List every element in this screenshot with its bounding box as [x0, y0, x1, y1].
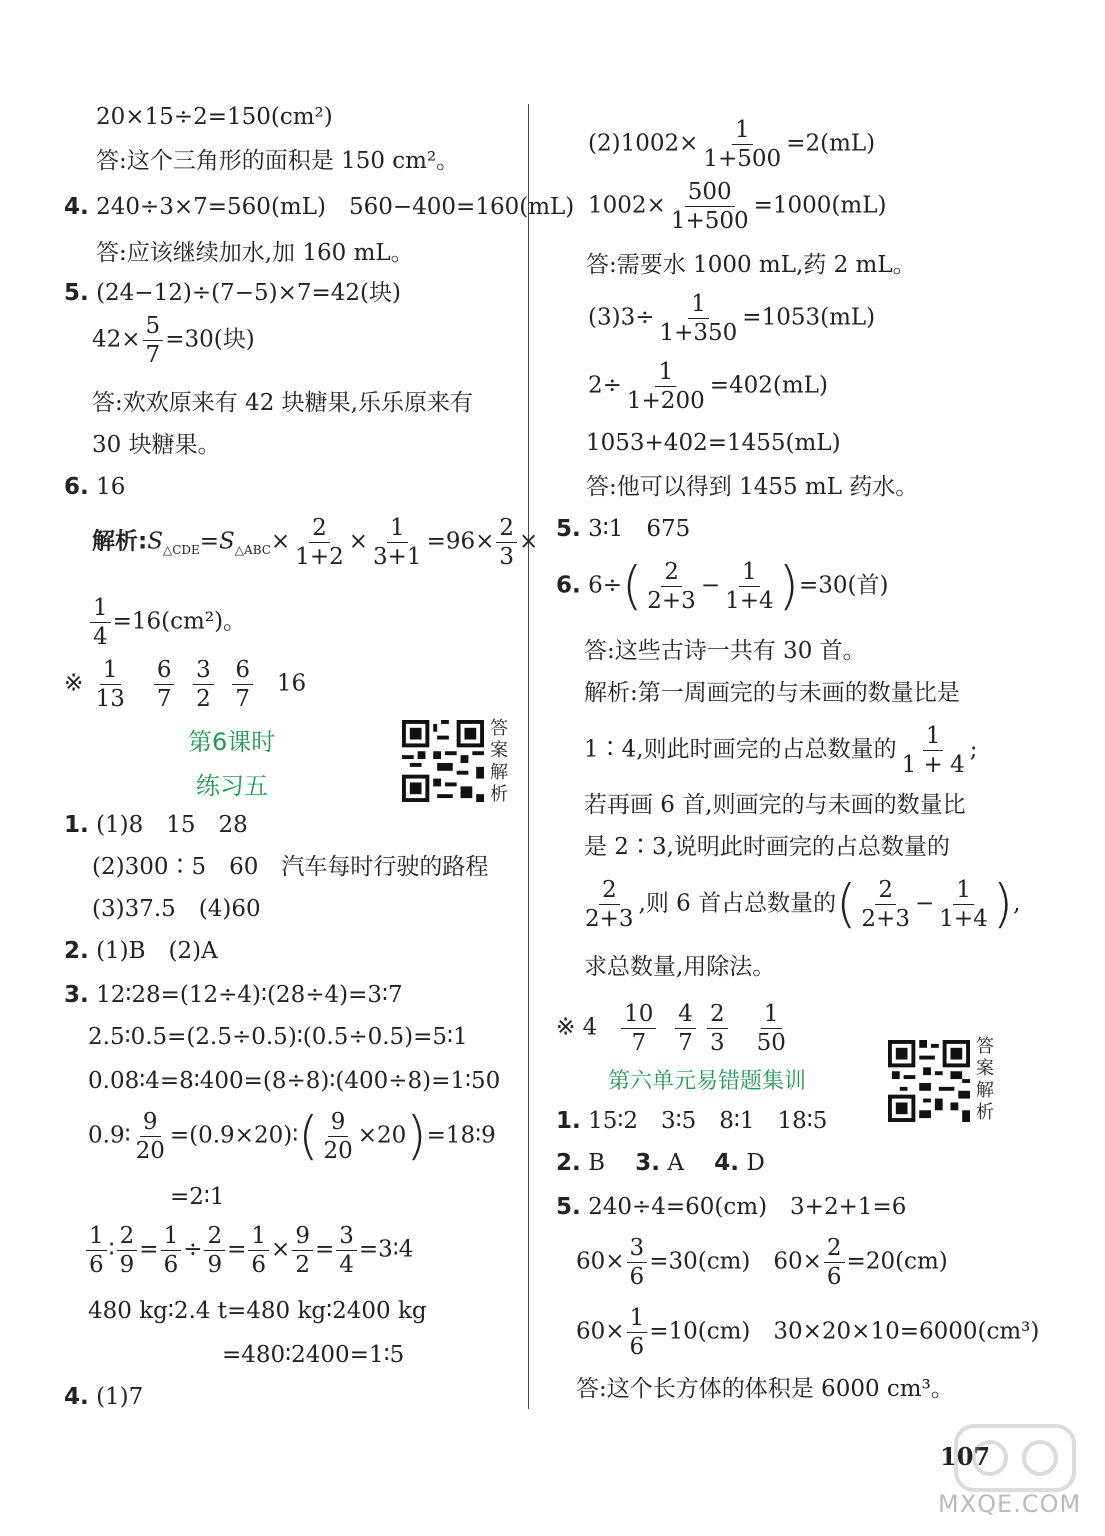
numerator: 1: [923, 722, 944, 751]
watermark-text: MXQE.COM: [938, 1490, 1082, 1518]
fraction: [336, 1222, 357, 1279]
fraction: [936, 876, 991, 933]
q5-calc: (24−12)÷(7−5)×7=42(块): [96, 280, 401, 306]
text: =30(块): [165, 326, 255, 353]
denominator: 7: [235, 686, 250, 712]
denominator: 2+3: [647, 588, 696, 614]
numerator: 1: [86, 1222, 107, 1251]
text: 1∶4,则此时画完的占总数量的: [584, 736, 897, 763]
fraction: [668, 178, 752, 235]
q4-answer: 答:应该继续加水,加 160 mL。: [96, 240, 414, 266]
unit-q2-4: [556, 1146, 765, 1180]
unit-q5-line-3: [576, 1304, 1039, 1361]
question-number: 5.: [556, 1194, 581, 1220]
r-answer-1: 答:需要水 1000 mL,药 2 mL。: [586, 252, 916, 278]
denominator: 1+350: [659, 320, 738, 346]
denominator: 9: [207, 1252, 223, 1278]
lesson-title: 第6课时: [188, 728, 276, 756]
text: ×: [348, 528, 369, 555]
r-line-4: [588, 358, 828, 415]
numerator: 500: [685, 178, 735, 207]
char: 解: [490, 762, 508, 783]
text: =20(cm): [846, 1248, 948, 1275]
area-symbol: S: [147, 528, 163, 555]
practice-1c: (3)37.5 (4)60: [92, 896, 261, 922]
practice-3d: 0.9∶ $\frac{9}{20}$ =(0.9×20)∶( $\frac{9}{20}$ ×20)=18∶9: [88, 1106, 496, 1167]
analysis-label: 解析:: [92, 528, 148, 555]
qr-code-icon[interactable]: [888, 1040, 970, 1122]
fraction: [707, 1000, 728, 1057]
text: =: [139, 1236, 159, 1263]
numerator: 1: [387, 514, 408, 543]
numerator: 1: [655, 358, 676, 387]
char: 案: [490, 740, 508, 761]
text: =2(mL): [786, 130, 876, 157]
text: =402(mL): [709, 372, 828, 399]
q4-calc: 240÷3×7=560(mL) 560−400=160(mL): [96, 194, 575, 220]
fraction: [320, 1108, 355, 1165]
text: =30(cm) 60×: [649, 1248, 822, 1275]
question-6: [64, 470, 125, 504]
numerator: 3: [193, 656, 214, 685]
numerator: 2: [661, 558, 682, 587]
q5-answer-2: 30 块糖果。: [92, 432, 221, 458]
text: (1)7: [96, 1384, 144, 1410]
fraction: [858, 876, 913, 933]
text: 12∶28=(12÷4)∶(28÷4)=3∶7: [96, 982, 403, 1008]
r-analysis-1: 解析:第一周画完的与未画的数量比是: [584, 680, 960, 706]
numerator: 9: [292, 1222, 313, 1251]
numerator: 1: [161, 1222, 182, 1251]
fraction: [621, 1000, 656, 1057]
line-area-calc: 20×15÷2=150(cm²): [96, 104, 333, 130]
subscript: △ABC: [234, 543, 271, 558]
fraction: [117, 1222, 138, 1279]
fraction: [675, 1000, 696, 1057]
fraction: [644, 558, 699, 615]
r-analysis-4: 是 2∶3,说明此时画完的占总数量的: [584, 834, 950, 860]
numerator: 2: [707, 1000, 728, 1029]
text: =18∶9: [426, 1122, 496, 1149]
denominator: 1 + 4: [901, 752, 965, 778]
text: 16: [276, 670, 307, 697]
fraction: [700, 116, 784, 173]
q6-analysis: [92, 514, 538, 571]
denominator: 3+1: [373, 544, 422, 570]
qr-side-label: [490, 718, 512, 806]
denominator: 7: [631, 1030, 647, 1056]
question-number: 4.: [64, 194, 89, 220]
char: 案: [976, 1058, 994, 1079]
text: =: [314, 1236, 335, 1263]
text: −: [700, 572, 721, 599]
text: ;: [969, 736, 978, 763]
denominator: 20: [135, 1138, 165, 1164]
numerator: 2: [875, 876, 896, 905]
text: =1053(mL): [742, 304, 876, 331]
fraction: [161, 1222, 182, 1279]
text: 3∶1 675: [588, 516, 691, 542]
text: =3∶4: [358, 1236, 414, 1263]
text: ∶: [108, 1236, 115, 1263]
page-number: 107: [940, 1442, 991, 1471]
r-analysis-6: 求总数量,用除法。: [584, 954, 776, 980]
denominator: 1+500: [703, 146, 782, 172]
r-line-5: 1053+402=1455(mL): [586, 430, 841, 456]
numerator: 2: [496, 514, 517, 543]
text: =30(首): [798, 572, 889, 599]
practice-3f: [84, 1222, 413, 1279]
fraction: [143, 312, 164, 369]
r-answer-2: 答:他可以得到 1455 mL 药水。: [586, 474, 919, 500]
denominator: 6: [163, 1252, 179, 1278]
fraction: [292, 1222, 313, 1279]
practice-3c: 0.08∶4=8∶400=(8÷8)∶(400÷8)=1∶50: [88, 1068, 501, 1094]
star-icon: ※: [556, 1014, 576, 1041]
denominator: 13: [95, 686, 125, 712]
r-line-1: [588, 116, 875, 173]
fraction: [154, 656, 175, 713]
text: (2)1002×: [588, 130, 699, 157]
text: 0.9∶: [88, 1122, 131, 1149]
question-5: [64, 276, 401, 310]
practice-3: [64, 978, 403, 1012]
q5-answer-1: 答:欢欢原来有 42 块糖果,乐乐原来有: [92, 390, 473, 416]
numerator: 1: [100, 656, 121, 685]
text: =96×: [426, 528, 495, 555]
r-question-5: [556, 512, 690, 546]
text: ×: [519, 528, 539, 555]
q6-answer: 16: [96, 474, 126, 500]
question-number: 1.: [64, 812, 89, 838]
practice-1b: (2)300∶5 60 汽车每时行驶的路程: [92, 854, 489, 880]
denominator: 50: [756, 1030, 786, 1056]
text: 42×: [92, 326, 141, 353]
numerator: 4: [675, 1000, 696, 1029]
practice-3g: 480 kg∶2.4 t=480 kg∶2400 kg: [88, 1298, 427, 1324]
question-4: [64, 190, 574, 224]
text: 4: [582, 1014, 598, 1041]
fraction: [627, 1234, 648, 1291]
text: ,则 6 首占总数量的: [638, 890, 837, 917]
char: 析: [490, 784, 508, 805]
denominator: 7: [156, 686, 172, 712]
fraction: [370, 514, 425, 571]
fraction: [624, 358, 708, 415]
numerator: 3: [627, 1234, 648, 1263]
text: A: [667, 1150, 707, 1176]
unit-q5-answer: 答:这个长方体的体积是 6000 cm³。: [576, 1376, 954, 1402]
text: ÷: [183, 1236, 203, 1263]
denominator: 1+2: [295, 544, 344, 570]
text: =10(cm) 30×20×10=6000(cm³): [649, 1318, 1040, 1345]
r-q6-answer: 答:这些古诗一共有 30 首。: [584, 638, 866, 664]
fraction: [292, 514, 347, 571]
question-number: 5.: [556, 516, 581, 542]
numerator: 1: [627, 1304, 648, 1333]
question-number: 1.: [556, 1108, 581, 1134]
numerator: 2: [204, 1222, 225, 1251]
practice-2: [64, 934, 218, 968]
numerator: 10: [621, 1000, 656, 1029]
unit-q5-line-2: [576, 1234, 948, 1291]
text: B: [588, 1150, 628, 1176]
char: 答: [976, 1036, 994, 1057]
star-extra-line: [64, 656, 306, 713]
numerator: 1: [90, 594, 111, 623]
numerator: 1: [248, 1222, 269, 1251]
question-number: 5.: [64, 280, 89, 306]
numerator: 2: [309, 514, 330, 543]
text: ×: [271, 1236, 291, 1263]
practice-1: [64, 808, 248, 842]
column-divider: [528, 104, 529, 1409]
practice-3e: =2∶1: [170, 1184, 225, 1210]
denominator: 2+3: [861, 906, 910, 932]
fraction: [86, 1222, 107, 1279]
question-number: 2.: [556, 1150, 581, 1176]
text: (3)3÷: [588, 304, 655, 331]
qr-side-label: [976, 1036, 998, 1124]
fraction: [754, 1000, 789, 1057]
text: 1002×: [588, 192, 666, 219]
text: (1)B (2)A: [96, 938, 218, 964]
numerator: 6: [232, 656, 253, 685]
numerator: 2: [599, 876, 620, 905]
char: 答: [490, 718, 508, 739]
denominator: 1+4: [725, 588, 774, 614]
denominator: 2+3: [585, 906, 634, 932]
practice-4: [64, 1380, 143, 1414]
fraction: [722, 558, 777, 615]
fraction: [627, 1304, 648, 1361]
denominator: 2: [196, 686, 211, 712]
denominator: 1+4: [939, 906, 988, 932]
lesson-subtitle: 练习五: [196, 772, 268, 800]
question-number: 6.: [556, 572, 581, 599]
practice-3b: 2.5∶0.5=(2.5÷0.5)∶(0.5÷0.5)=5∶1: [88, 1024, 468, 1050]
fraction: [232, 656, 253, 713]
question-number: 2.: [64, 938, 89, 964]
practice-3h: =480∶2400=1∶5: [222, 1342, 405, 1368]
denominator: 2: [295, 1252, 310, 1278]
text: =16(cm²)。: [112, 608, 247, 635]
r-star-line: [556, 1000, 791, 1057]
denominator: 7: [145, 342, 161, 368]
denominator: 6: [629, 1264, 645, 1290]
text: =(0.9×20)∶: [169, 1122, 299, 1149]
text: 15∶2 3∶5 8∶1 18∶5: [588, 1108, 828, 1134]
numerator: 9: [328, 1108, 349, 1137]
star-icon: ※: [64, 670, 84, 697]
fraction: [193, 656, 214, 713]
text: 60×: [576, 1318, 625, 1345]
unit-q1: [556, 1104, 827, 1138]
numerator: 9: [140, 1108, 161, 1137]
numerator: 1: [739, 558, 760, 587]
text: 240÷4=60(cm) 3+2+1=6: [588, 1194, 907, 1220]
denominator: 6: [826, 1264, 842, 1290]
numerator: 1: [953, 876, 974, 905]
r-analysis-5: $\frac{2}{2+3}$ ,则 6 首占总数量的( $\frac{2}{2+3}$ − $\frac{1}{1+4}$ ),: [580, 876, 1020, 933]
fraction: [582, 876, 637, 933]
fraction: [824, 1234, 845, 1291]
denominator: 6: [629, 1334, 645, 1360]
text: =: [227, 1236, 247, 1263]
text: =1000(mL): [753, 192, 887, 219]
denominator: 3: [710, 1030, 725, 1056]
numerator: 1: [732, 116, 753, 145]
denominator: 6: [89, 1252, 104, 1278]
qr-code-icon[interactable]: [402, 720, 484, 802]
denominator: 20: [323, 1138, 353, 1164]
r-analysis-2: [584, 722, 978, 779]
denominator: 7: [678, 1030, 693, 1056]
unit-q5: [556, 1190, 906, 1224]
subscript: △CDE: [162, 543, 200, 558]
line-area-answer: 答:这个三角形的面积是 150 cm²。: [96, 148, 460, 174]
fraction: [899, 722, 968, 779]
text: −: [914, 890, 935, 917]
question-number: 3.: [635, 1150, 661, 1176]
denominator: 3: [499, 544, 515, 570]
r-analysis-3: 若再画 6 首,则画完的与未画的数量比: [584, 792, 966, 818]
denominator: 9: [119, 1252, 135, 1278]
text: 2÷: [588, 372, 622, 399]
fraction: [90, 594, 111, 651]
denominator: 6: [251, 1252, 267, 1278]
fraction: [133, 1108, 168, 1165]
denominator: 4: [339, 1252, 354, 1278]
char: 析: [976, 1102, 994, 1123]
numerator: 2: [824, 1234, 845, 1263]
fraction: [496, 514, 517, 571]
text: ,: [1013, 890, 1021, 917]
q5-fraction-line: [92, 312, 255, 369]
question-number: 4.: [714, 1150, 740, 1176]
area-symbol: =S: [199, 528, 235, 555]
r-question-6: 6. 6÷( $\frac{2}{2+3}$ − $\frac{1}{1+4}$ )=30(首): [556, 556, 889, 617]
numerator: 1: [761, 1000, 782, 1029]
text: ×20: [357, 1122, 407, 1149]
numerator: 5: [143, 312, 164, 341]
fraction: [93, 656, 128, 713]
numerator: 6: [154, 656, 175, 685]
question-number: 4.: [64, 1384, 89, 1410]
text: ×: [270, 528, 291, 555]
fraction: [656, 290, 740, 347]
char: 解: [976, 1080, 994, 1101]
question-number: 3.: [64, 982, 89, 1008]
r-line-2: [588, 178, 886, 235]
denominator: 1+500: [670, 208, 749, 234]
unit-title: 第六单元易错题集训: [608, 1069, 807, 1094]
text: (1)8 15 28: [96, 812, 248, 838]
denominator: 4: [93, 624, 108, 650]
numerator: 2: [117, 1222, 138, 1251]
text: 6÷: [588, 572, 622, 599]
denominator: 1+200: [626, 388, 705, 414]
text: D: [746, 1150, 765, 1176]
numerator: 3: [336, 1222, 357, 1251]
r-line-3: [588, 290, 875, 347]
numerator: 1: [688, 290, 709, 319]
fraction: [204, 1222, 225, 1279]
text: 60×: [576, 1248, 625, 1275]
question-number: 6.: [64, 474, 89, 500]
q6-analysis-cont: [88, 594, 246, 651]
fraction: [248, 1222, 269, 1279]
